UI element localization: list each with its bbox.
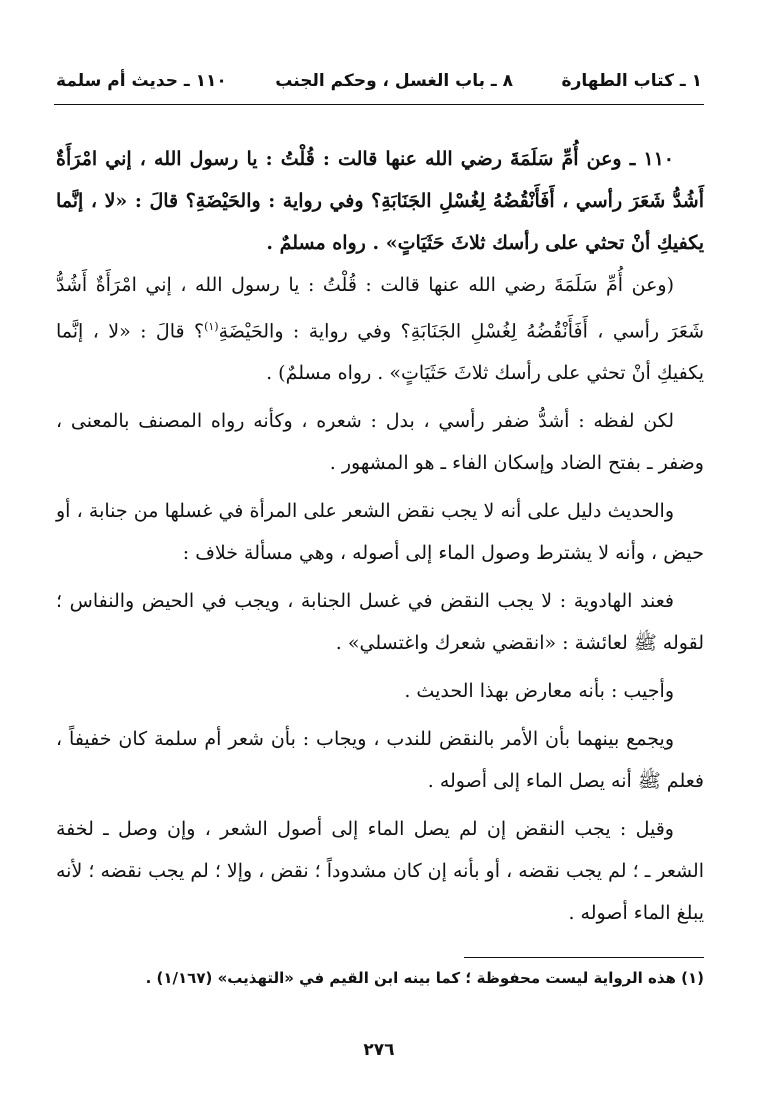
- header-divider: [54, 104, 704, 105]
- main-text: [56, 138, 704, 934]
- commentary-paragraph: ويجمع بينهما بأن الأمر بالنقض للندب ، ويجاب : بأن شعر أم سلمة كان خفيفاً ، فعلم ﷺ أنه يصل الماء إلى أصوله .: [56, 728, 704, 793]
- commentary-paragraph: فعند الهادوية : لا يجب النقض في غسل الجنابة ، ويجب في الحيض والنفاس ؛ لقوله ﷺ لعائشة : «انقضي شعرك واغتسلي» .: [56, 590, 704, 655]
- commentary-paragraph: وقيل : يجب النقض إن لم يصل الماء إلى أصول الشعر ، وإن وصل ـ لخفة الشعر ـ ؛ لم يجب نقضه ، أو بأنه إن كان مشدوداً ؛ نقض ، وإلا ؛ لم يجب نقضه ؛ لأنه يبلغ الماء أصوله .: [56, 818, 704, 925]
- hadith-repeat-text: [56, 264, 704, 394]
- running-header: [56, 62, 702, 100]
- footnote-divider: [464, 957, 704, 958]
- header-chapter-title: ٨ ـ باب الغسل ، وحكم الجنب: [275, 71, 514, 91]
- commentary-paragraph: والحديث دليل على أنه لا يجب نقض الشعر على المرأة في غسلها من جنابة ، أو حيض ، وأنه لا يشترط وصول الماء إلى أصوله ، وهي مسألة خلاف :: [56, 500, 704, 565]
- commentary-paragraph: لكن لفظه : أشدُّ ضفر رأسي ، بدل : شعره ، وكأنه رواه المصنف بالمعنى ، وضفر ـ بفتح الضاد وإسكان الفاء ـ هو المشهور .: [56, 410, 704, 475]
- footnote-text: (١) هذه الرواية ليست محفوظة ؛ كما بينه ابن القيم في «التهذيب» (١/١٦٧) .: [145, 969, 704, 987]
- hadith-repeat-part-2: ؟ قالَ : «لا ، إنَّما يكفيكِ أنْ تحثي على رأسك ثلاثَ حَثَيَاتٍ» . رواه مسلمٌ) .: [56, 320, 704, 385]
- footnote-marker: (١): [204, 320, 219, 333]
- page-number: ٢٧٦: [363, 1040, 395, 1060]
- header-book-title: ١ ـ كتاب الطهارة: [561, 71, 702, 91]
- header-hadith-title: ١١٠ ـ حديث أم سلمة: [56, 71, 227, 91]
- commentary-paragraph: وأجيب : بأنه معارض بهذا الحديث .: [404, 680, 674, 703]
- hadith-text: ١١٠ ـ وعن أُمِّ سَلَمَةَ رضي الله عنها قالت : قُلْتُ : يا رسول الله ، إني امْرَأَةٌ أَشُدُّ شَعَرَ رأسي ، أَفَأَنْقُضُهُ لِغُسْلِ الجَنَابَةِ؟ وفي رواية : والحَيْضَةِ؟ قالَ : «لا ، إنَّما يكفيكِ أنْ تحثي على رأسك ثلاثَ حَثَيَاتٍ» . رواه مسلمٌ .: [56, 148, 704, 254]
- hadith-repeat-part-1: (وعن أُمِّ سَلَمَةَ رضي الله عنها قالت : قُلْتُ : يا رسول الله ، إني امْرَأَةٌ أَشُدُّ شَعَرَ رأسي ، أَفَأَنْقُضُهُ لِغُسْلِ الجَنَابَةِ؟ وفي رواية : والحَيْضَةِ: [56, 274, 704, 343]
